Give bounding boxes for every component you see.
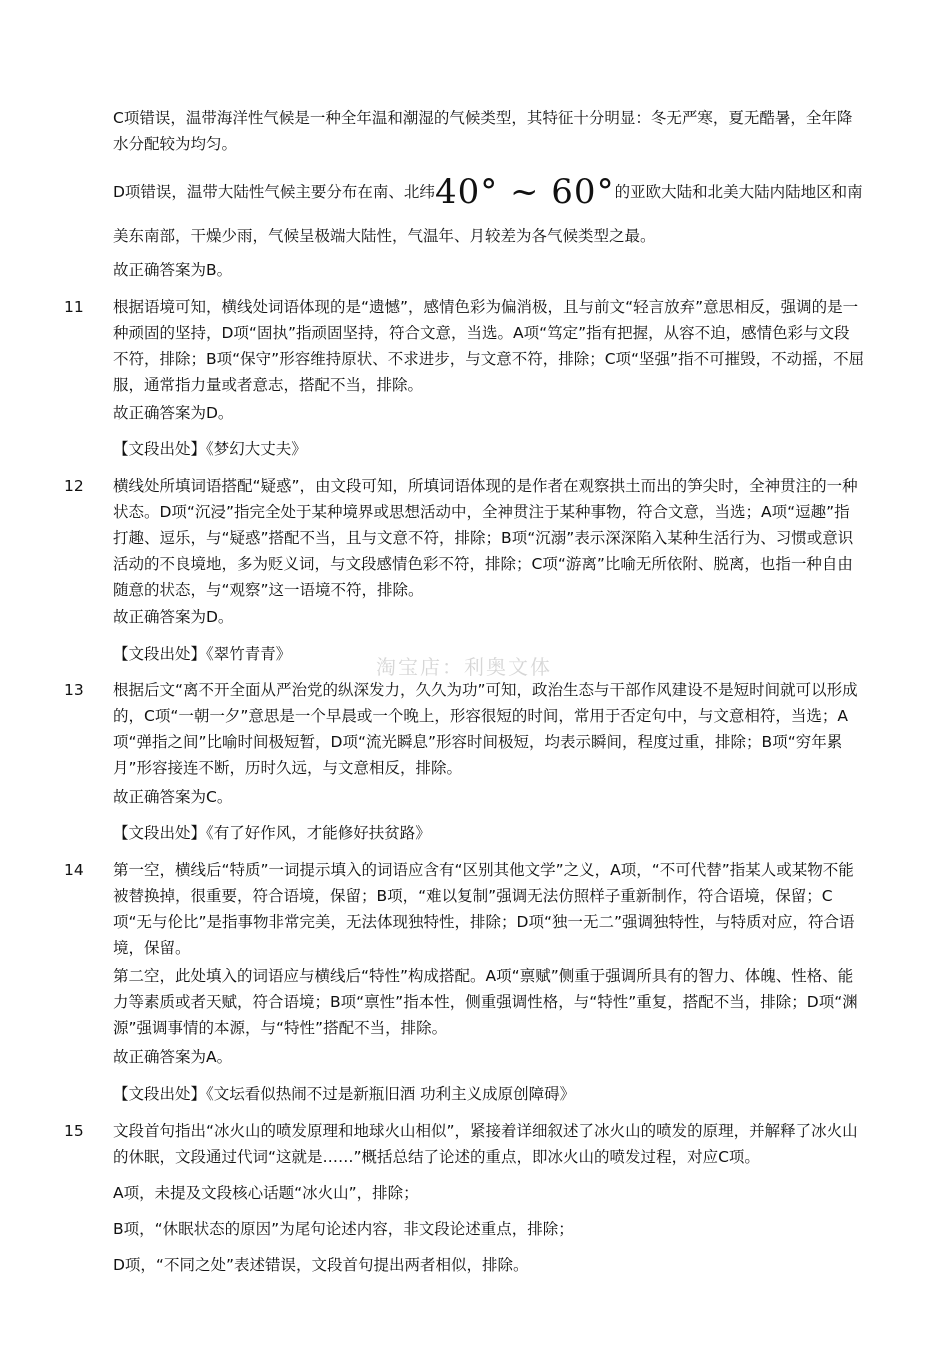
question-11-answer: 故正确答案为D。 — [113, 404, 234, 422]
option-d-explanation — [113, 170, 865, 258]
question-15-option-b: B项，“休眠状态的原因”为尾句论述内容，非文段论述重点，排除； — [113, 1220, 574, 1238]
question-12-source: 【文段出处】《翠竹青青》 — [113, 645, 292, 663]
question-15-option-a: A项，未提及文段核心话题“冰火山”，排除； — [113, 1184, 419, 1202]
question-14-explanation-second-blank: 第二空，此处填入的词语应与横线后“特性”构成搭配。A项“禀赋”侧重于强调所具有的智力、体魄、性格、能力等素质或者天赋，符合语境；B项“禀性”指本性，侧重强调性格，与“特性”重复，搭配不当，排除；D项“渊源”强调事情的本源，与“特性”搭配不当，排除。 — [113, 967, 858, 1037]
question-14-answer: 故正确答案为A。 — [113, 1048, 233, 1066]
answer-10: 故正确答案为B。 — [113, 261, 233, 279]
latitude-formula: 40° ~ 60° — [434, 172, 615, 212]
question-15-explanation: 文段首句指出“冰火山的喷发原理和地球火山相似”，紧接着详细叙述了冰火山的喷发的原理，并解释了冰火山的休眠，文段通过代词“这就是……”概括总结了论述的重点，即冰火山的喷发过程，对应C项。 — [113, 1122, 858, 1166]
option-d-text-end: 的亚欧大陆和北美大陆内陆地区和南美东南部，干燥少雨，气候呈极端大陆性，气温年、月较差为各气候类型之最。 — [113, 183, 863, 245]
watermark: 淘宝店：利奥文体 — [376, 655, 552, 679]
question-11-explanation: 根据语境可知，横线处词语体现的是“遗憾”，感情色彩为偏消极，且与前文“轻言放弃”意思相反，强调的是一种顽固的坚持，D项“固执”指顽固坚持，符合文意，当选。A项“笃定”指有把握，从容不迫，感情色彩与文段不符，排除；B项“保守”形容维持原状、不求进步，与文意不符，排除；C项“坚强”指不可摧毁，不动摇，不屈服，通常指力量或者意志，搭配不当，排除。 — [113, 298, 865, 394]
question-number-14: 14 — [64, 861, 84, 879]
question-12-answer: 故正确答案为D。 — [113, 608, 234, 626]
question-13-answer: 故正确答案为C。 — [113, 788, 233, 806]
question-13-explanation: 根据后文“离不开全面从严治党的纵深发力，久久为功”可知，政治生态与干部作风建设不是短时间就可以形成的，C项“一朝一夕”意思是一个早晨或一个晚上，形容很短的时间，常用于否定句中，与文意相符，当选；A项“弹指之间”比喻时间极短暂，D项“流光瞬息”形容时间极短，均表示瞬间，程度过重，排除；B项“穷年累月”形容接连不断，历时久远，与文意相反，排除。 — [113, 681, 858, 777]
question-15-option-d: D项，“不同之处”表述错误，文段首句提出两者相似，排除。 — [113, 1256, 529, 1274]
question-14-explanation-first-blank: 第一空，横线后“特质”一词提示填入的词语应含有“区别其他文学”之义，A项，“不可代替”指某人或某物不能被替换掉，很重要，符合语境，保留；B项，“难以复制”强调无法仿照样子重新制作，符合语境，保留；C项“无与伦比”是指事物非常完美，无法体现独特性，排除；D项“独一无二”强调独特性，与特质对应，符合语境，保留。 — [113, 861, 855, 957]
question-number-13: 13 — [64, 681, 84, 699]
question-13-source: 【文段出处】《有了好作风，才能修好扶贫路》 — [113, 824, 431, 842]
question-14-source: 【文段出处】《文坛看似热闹不过是新瓶旧酒 功利主义成原创障碍》 — [113, 1085, 576, 1103]
option-d-text-start: D项错误，温带大陆性气候主要分布在南、北纬 — [113, 183, 435, 201]
question-12-explanation: 横线处所填词语搭配“疑惑”，由文段可知，所填词语体现的是作者在观察拱土而出的笋尖时，全神贯注的一种状态。D项“沉浸”指完全处于某种境界或思想活动中，全神贯注于某种事物，符合文意，当选；A项“逗趣”指打趣、逗乐，与“疑惑”搭配不当，且与文意不符，排除；B项“沉溺”表示深深陷入某种生活行为、习惯或意识活动的不良境地，多为贬义词，与文段感情色彩不符，排除；C项“游离”比喻无所依附、脱离，也指一种自由随意的状态，与“观察”这一语境不符，排除。 — [113, 477, 858, 599]
question-number-15: 15 — [64, 1122, 84, 1140]
question-number-11: 11 — [64, 298, 84, 316]
option-c-explanation: C项错误，温带海洋性气候是一种全年温和潮湿的气候类型，其特征十分明显：冬无严寒，夏无酷暑，全年降水分配较为均匀。 — [113, 109, 853, 153]
question-number-12: 12 — [64, 477, 84, 495]
question-11-source: 【文段出处】《梦幻大丈夫》 — [113, 440, 307, 458]
